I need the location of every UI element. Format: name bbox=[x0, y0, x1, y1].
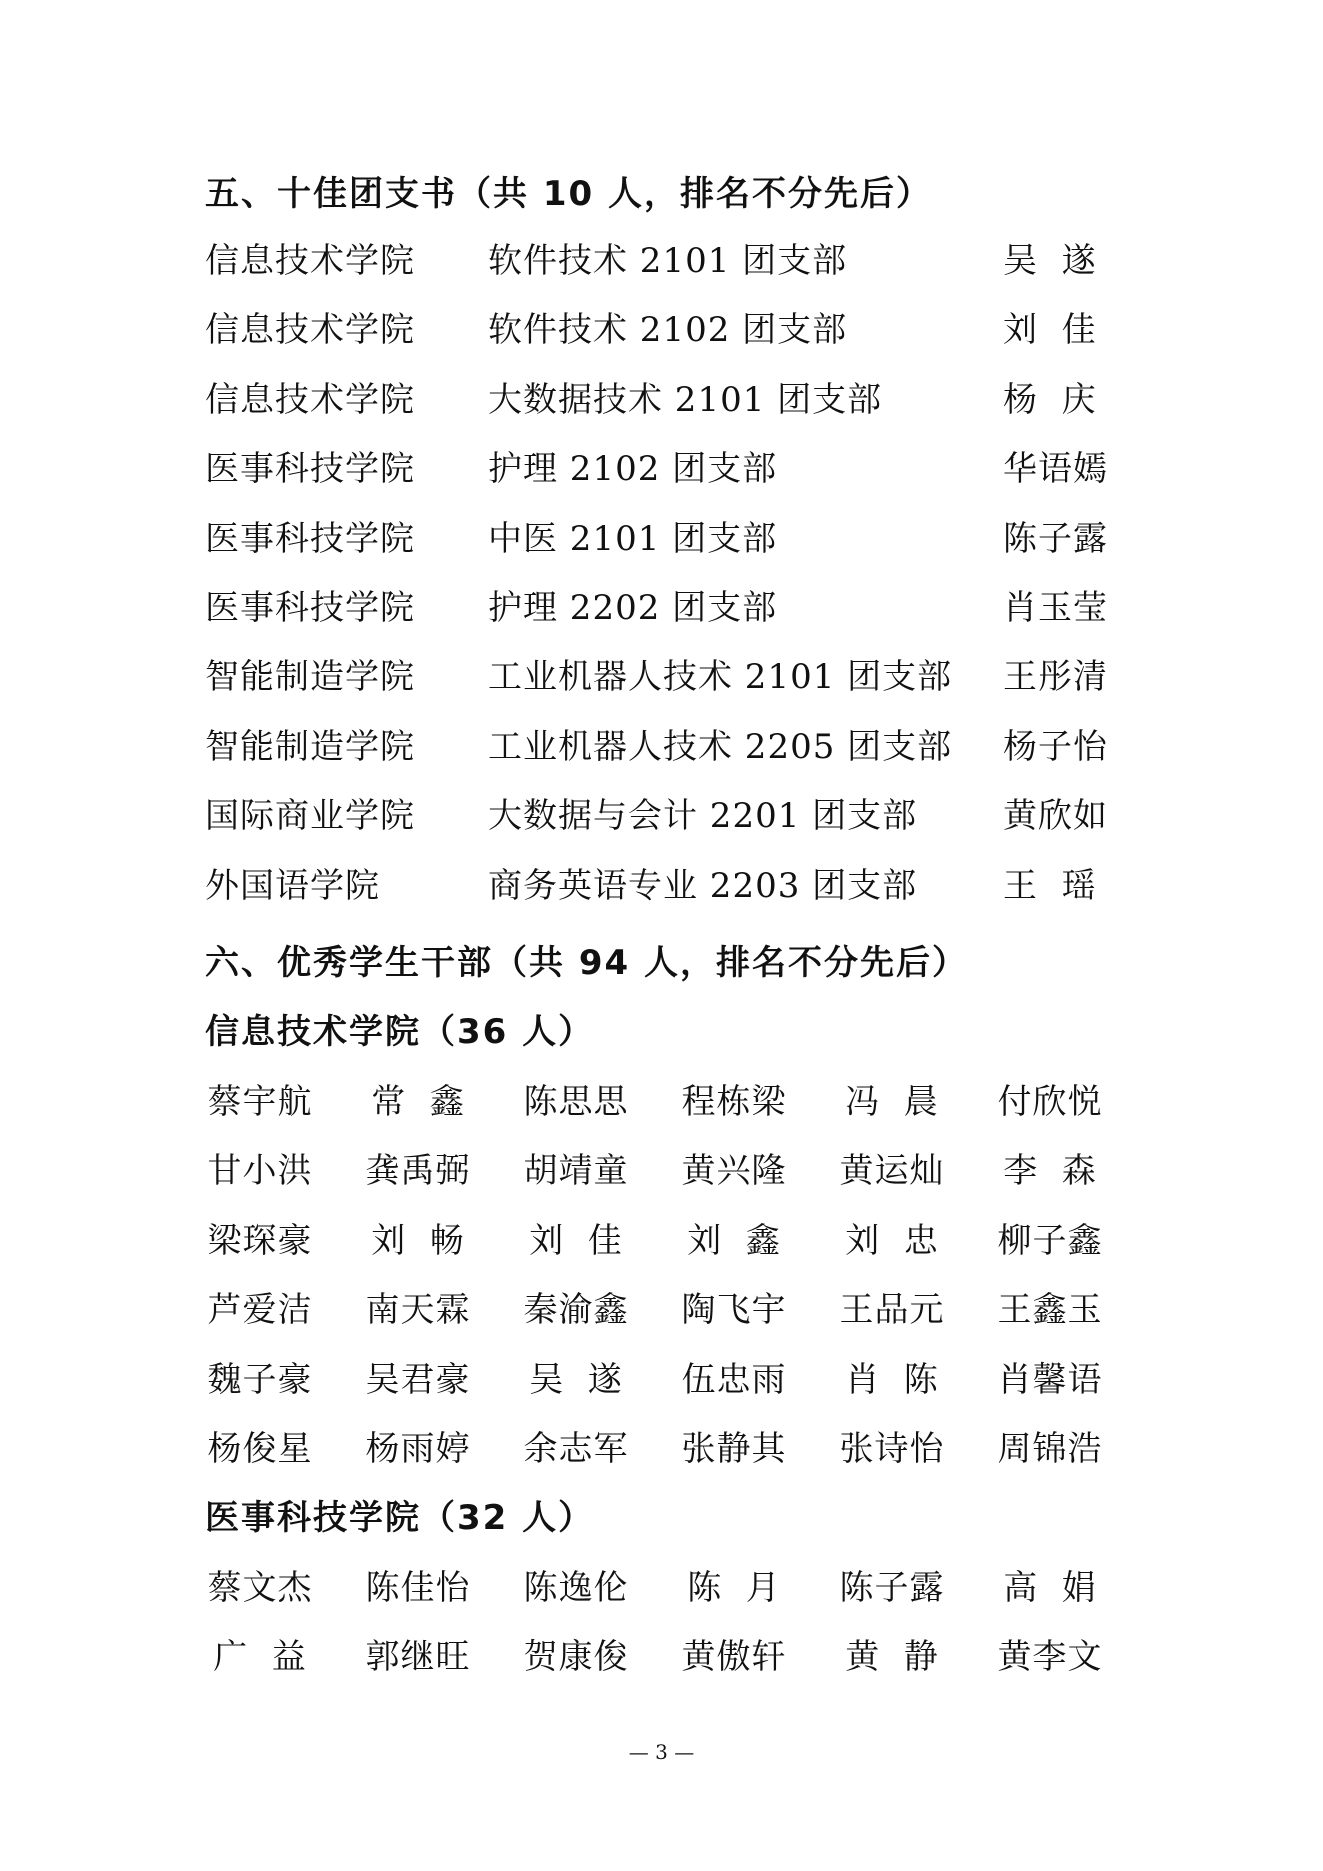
branch-name: 大数据与会计 2201 团支部 bbox=[488, 796, 918, 837]
person-name: 王鑫玉 bbox=[997, 1290, 1103, 1331]
college-name: 信息技术学院 bbox=[205, 310, 415, 351]
branch-name: 工业机器人技术 2101 团支部 bbox=[488, 657, 953, 698]
branch-name: 软件技术 2101 团支部 bbox=[488, 241, 848, 281]
list-item bbox=[0, 241, 1323, 310]
person-name: 黄兴隆 bbox=[681, 1151, 787, 1192]
person-name: 程栋梁 bbox=[681, 1082, 787, 1122]
branch-name: 商务英语专业 2203 团支部 bbox=[488, 865, 918, 906]
list-item bbox=[0, 519, 1323, 588]
person-name: 吴 遂 bbox=[1003, 241, 1097, 281]
branch-name: 工业机器人技术 2205 团支部 bbox=[488, 726, 953, 767]
college-name: 外国语学院 bbox=[205, 865, 380, 906]
person-name: 蔡文杰 bbox=[207, 1568, 313, 1608]
person-name: 陈子露 bbox=[1003, 518, 1108, 559]
section-heading-top-ten-secretaries: 五、十佳团支书（共 10 人，排名不分先后） bbox=[205, 174, 932, 214]
group-heading: 信息技术学院（36 人） bbox=[205, 1012, 595, 1052]
section-heading-outstanding-cadres: 六、优秀学生干部（共 94 人，排名不分先后） bbox=[205, 943, 968, 983]
list-item bbox=[0, 588, 1323, 657]
list-item bbox=[0, 727, 1323, 796]
table-row bbox=[205, 1082, 1125, 1151]
person-name: 陈思思 bbox=[523, 1082, 629, 1122]
person-name: 黄欣如 bbox=[1003, 796, 1108, 837]
list-item bbox=[0, 866, 1323, 935]
list-item bbox=[0, 380, 1323, 449]
person-name: 魏子豪 bbox=[207, 1359, 313, 1400]
college-name: 智能制造学院 bbox=[205, 726, 415, 767]
branch-name: 大数据技术 2101 团支部 bbox=[488, 379, 883, 420]
person-name: 李 森 bbox=[1003, 1151, 1097, 1192]
person-name: 芦爱洁 bbox=[207, 1290, 313, 1331]
person-name: 高 娟 bbox=[1003, 1568, 1097, 1608]
person-name: 王 瑶 bbox=[1003, 865, 1097, 906]
person-name: 贺康俊 bbox=[523, 1637, 629, 1678]
branch-name: 中医 2101 团支部 bbox=[488, 518, 778, 559]
list-item bbox=[0, 657, 1323, 726]
person-name: 华语嫣 bbox=[1003, 449, 1108, 490]
table-row bbox=[205, 1290, 1125, 1359]
person-name: 甘小洪 bbox=[207, 1151, 313, 1192]
person-name: 刘 佳 bbox=[529, 1220, 623, 1261]
page-number: — 3 — bbox=[628, 1740, 695, 1764]
person-name: 龚禹弼 bbox=[365, 1151, 471, 1192]
list-item bbox=[0, 449, 1323, 518]
college-name: 信息技术学院 bbox=[205, 379, 415, 420]
person-name: 王彤清 bbox=[1003, 657, 1108, 698]
person-name: 肖玉莹 bbox=[1003, 587, 1108, 628]
person-name: 余志军 bbox=[523, 1428, 629, 1469]
group-heading: 医事科技学院（32 人） bbox=[205, 1498, 595, 1538]
person-name: 付欣悦 bbox=[997, 1082, 1103, 1122]
person-name: 黄 静 bbox=[845, 1637, 939, 1678]
person-name: 南天霖 bbox=[365, 1290, 471, 1331]
secretary-list bbox=[0, 241, 1323, 935]
person-name: 杨雨婷 bbox=[365, 1428, 471, 1469]
person-name: 冯 晨 bbox=[845, 1082, 939, 1122]
name-grid bbox=[205, 1568, 1125, 1707]
person-name: 周锦浩 bbox=[997, 1428, 1103, 1469]
college-name: 信息技术学院 bbox=[205, 241, 415, 281]
college-name: 医事科技学院 bbox=[205, 518, 415, 559]
person-name: 张诗怡 bbox=[839, 1428, 945, 1469]
person-name: 王品元 bbox=[839, 1290, 945, 1331]
table-row bbox=[205, 1568, 1125, 1637]
person-name: 陈 月 bbox=[687, 1568, 781, 1608]
person-name: 肖 陈 bbox=[845, 1359, 939, 1400]
person-name: 杨俊星 bbox=[207, 1428, 313, 1469]
table-row bbox=[205, 1360, 1125, 1429]
table-row bbox=[205, 1637, 1125, 1706]
person-name: 柳子鑫 bbox=[997, 1220, 1103, 1261]
list-item bbox=[0, 796, 1323, 865]
person-name: 刘 鑫 bbox=[687, 1220, 781, 1261]
person-name: 吴君豪 bbox=[365, 1359, 471, 1400]
person-name: 梁琛豪 bbox=[207, 1220, 313, 1261]
college-name: 医事科技学院 bbox=[205, 587, 415, 628]
table-row bbox=[205, 1151, 1125, 1220]
person-name: 张静其 bbox=[681, 1428, 787, 1469]
branch-name: 护理 2202 团支部 bbox=[488, 587, 778, 628]
person-name: 陈子露 bbox=[839, 1568, 945, 1608]
person-name: 胡靖童 bbox=[523, 1151, 629, 1192]
person-name: 肖馨语 bbox=[997, 1359, 1103, 1400]
person-name: 常 鑫 bbox=[371, 1082, 465, 1122]
table-row bbox=[205, 1429, 1125, 1498]
person-name: 郭继旺 bbox=[365, 1637, 471, 1678]
person-name: 刘 忠 bbox=[845, 1220, 939, 1261]
branch-name: 软件技术 2102 团支部 bbox=[488, 310, 848, 351]
person-name: 刘 畅 bbox=[371, 1220, 465, 1261]
list-item bbox=[0, 310, 1323, 379]
name-grid bbox=[205, 1082, 1125, 1498]
person-name: 陈逸伦 bbox=[523, 1568, 629, 1608]
person-name: 伍忠雨 bbox=[681, 1359, 787, 1400]
college-name: 医事科技学院 bbox=[205, 449, 415, 490]
person-name: 黄李文 bbox=[997, 1637, 1103, 1678]
person-name: 广 益 bbox=[213, 1637, 307, 1678]
table-row bbox=[205, 1221, 1125, 1290]
person-name: 刘 佳 bbox=[1003, 310, 1097, 351]
person-name: 吴 遂 bbox=[529, 1359, 623, 1400]
person-name: 蔡宇航 bbox=[207, 1082, 313, 1122]
person-name: 黄傲轩 bbox=[681, 1637, 787, 1678]
branch-name: 护理 2102 团支部 bbox=[488, 449, 778, 490]
person-name: 陶飞宇 bbox=[681, 1290, 787, 1331]
person-name: 秦渝鑫 bbox=[523, 1290, 629, 1331]
college-name: 国际商业学院 bbox=[205, 796, 415, 837]
person-name: 杨 庆 bbox=[1003, 379, 1097, 420]
person-name: 杨子怡 bbox=[1003, 726, 1108, 767]
person-name: 陈佳怡 bbox=[365, 1568, 471, 1608]
college-name: 智能制造学院 bbox=[205, 657, 415, 698]
person-name: 黄运灿 bbox=[839, 1151, 945, 1192]
